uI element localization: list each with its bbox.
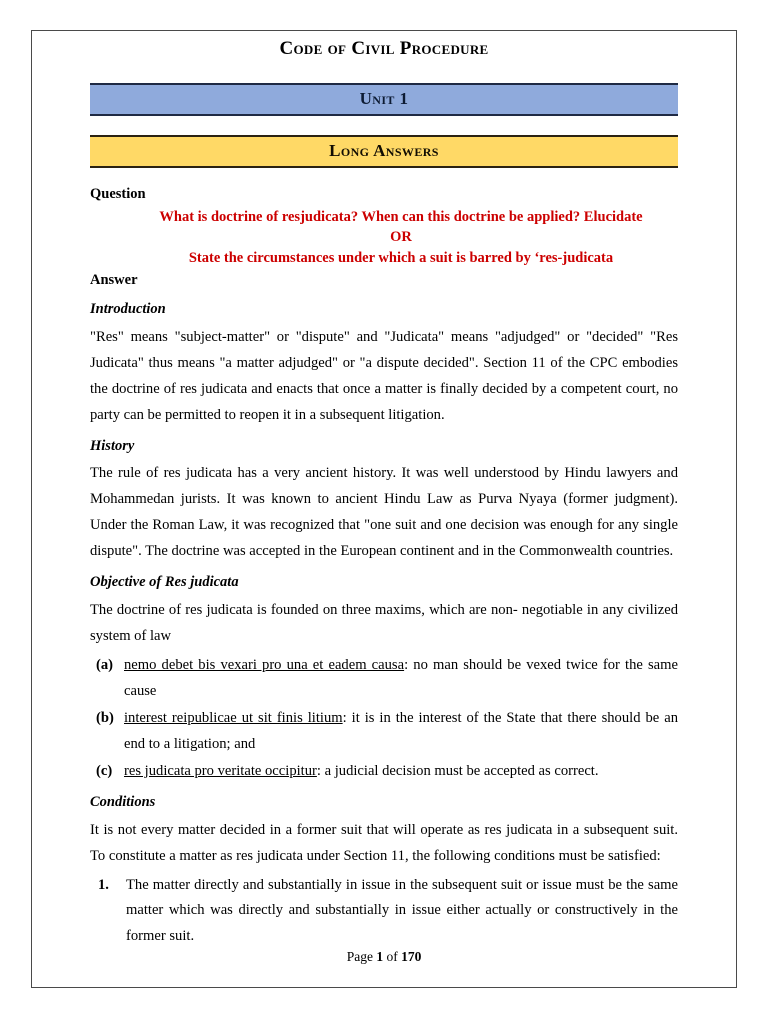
maxim-gloss: : no man should be vexed twice for the same cause [124,656,678,699]
condition-text: The matter directly and substantially in issue in the subsequent suit or issue must be the same matter which was directly and substantially in issue either actually or constructively in the former suit. [126,876,678,945]
list-marker: (b) [96,709,114,726]
question-line-2: State the circumstances under which a suit is barred by ‘res-judicata [188,249,614,266]
paragraph-objective: The doctrine of res judicata is founded on three maxims, which are non- negotiable in any civilized system of law [90,602,678,644]
heading-conditions: Conditions [90,793,156,810]
heading-introduction: Introduction [90,301,166,318]
footer-total-pages: 170 [401,949,422,964]
paragraph-introduction: "Res" means "subject-matter" or "dispute" and "Judicata" means "adjudged" or "decided" "Res Judicata" thus means "a matter adjudged" or "a dispute decided". Section 11 of the CPC embodies the doctrine of res judicata and enacts that once a matter is finally decided by a competent court, no party can be permitted to reopen it in a subsequent litigation. [90,328,678,423]
maxims-list [90,653,678,785]
question-line-or: OR [390,229,412,246]
heading-objective: Objective of Res judicata [90,574,239,591]
document-title: Code of Civil Procedure [279,38,489,59]
footer-current-page: 1 [376,949,384,964]
list-marker: (a) [96,656,114,673]
conditions-list [90,873,678,951]
answer-label: Answer [90,272,138,289]
page-content [90,38,678,964]
question-text [90,207,678,269]
unit-banner: Unit 1 [90,83,678,116]
heading-history: History [90,437,135,454]
list-item [90,706,678,758]
list-item [90,759,678,785]
footer-middle: of [383,949,402,964]
maxim-gloss: : a judicial decision must be accepted as correct. [316,762,599,779]
page-footer [90,948,678,967]
maxim-latin: res judicata pro veritate occipitur [124,762,317,779]
maxim-latin: interest reipublicae ut sit finis litium [124,709,343,726]
list-marker: (c) [96,762,113,779]
paragraph-history: The rule of res judicata has a very ancient history. It was well understood by Hindu lawyers and Mohammedan jurists. It was known to ancient Hindu Law as Purva Nyaya (former judgment). Under the Roman Law, it was recognized that "one suit and one decision was enough for any single dispute". The doctrine was accepted in the European continent and in the Commonwealth countries. [90,465,678,560]
footer-prefix: Page [346,949,377,964]
question-line-1: What is doctrine of resjudicata? When can this doctrine be applied? Elucidate [159,208,643,225]
long-answers-banner: Long Answers [90,135,678,168]
maxim-latin: nemo debet bis vexari pro una et eadem causa [124,656,405,673]
list-item [90,653,678,705]
paragraph-conditions: It is not every matter decided in a former suit that will operate as res judicata in a subsequent suit. To constitute a matter as res judicata under Section 11, the following conditions must be satisfied: [90,821,678,864]
question-label: Question [90,185,146,202]
list-marker: 1. [98,876,109,893]
list-item [90,873,678,951]
maxim-gloss: : it is in the interest of the State that there should be an end to a litigation; and [124,709,678,752]
